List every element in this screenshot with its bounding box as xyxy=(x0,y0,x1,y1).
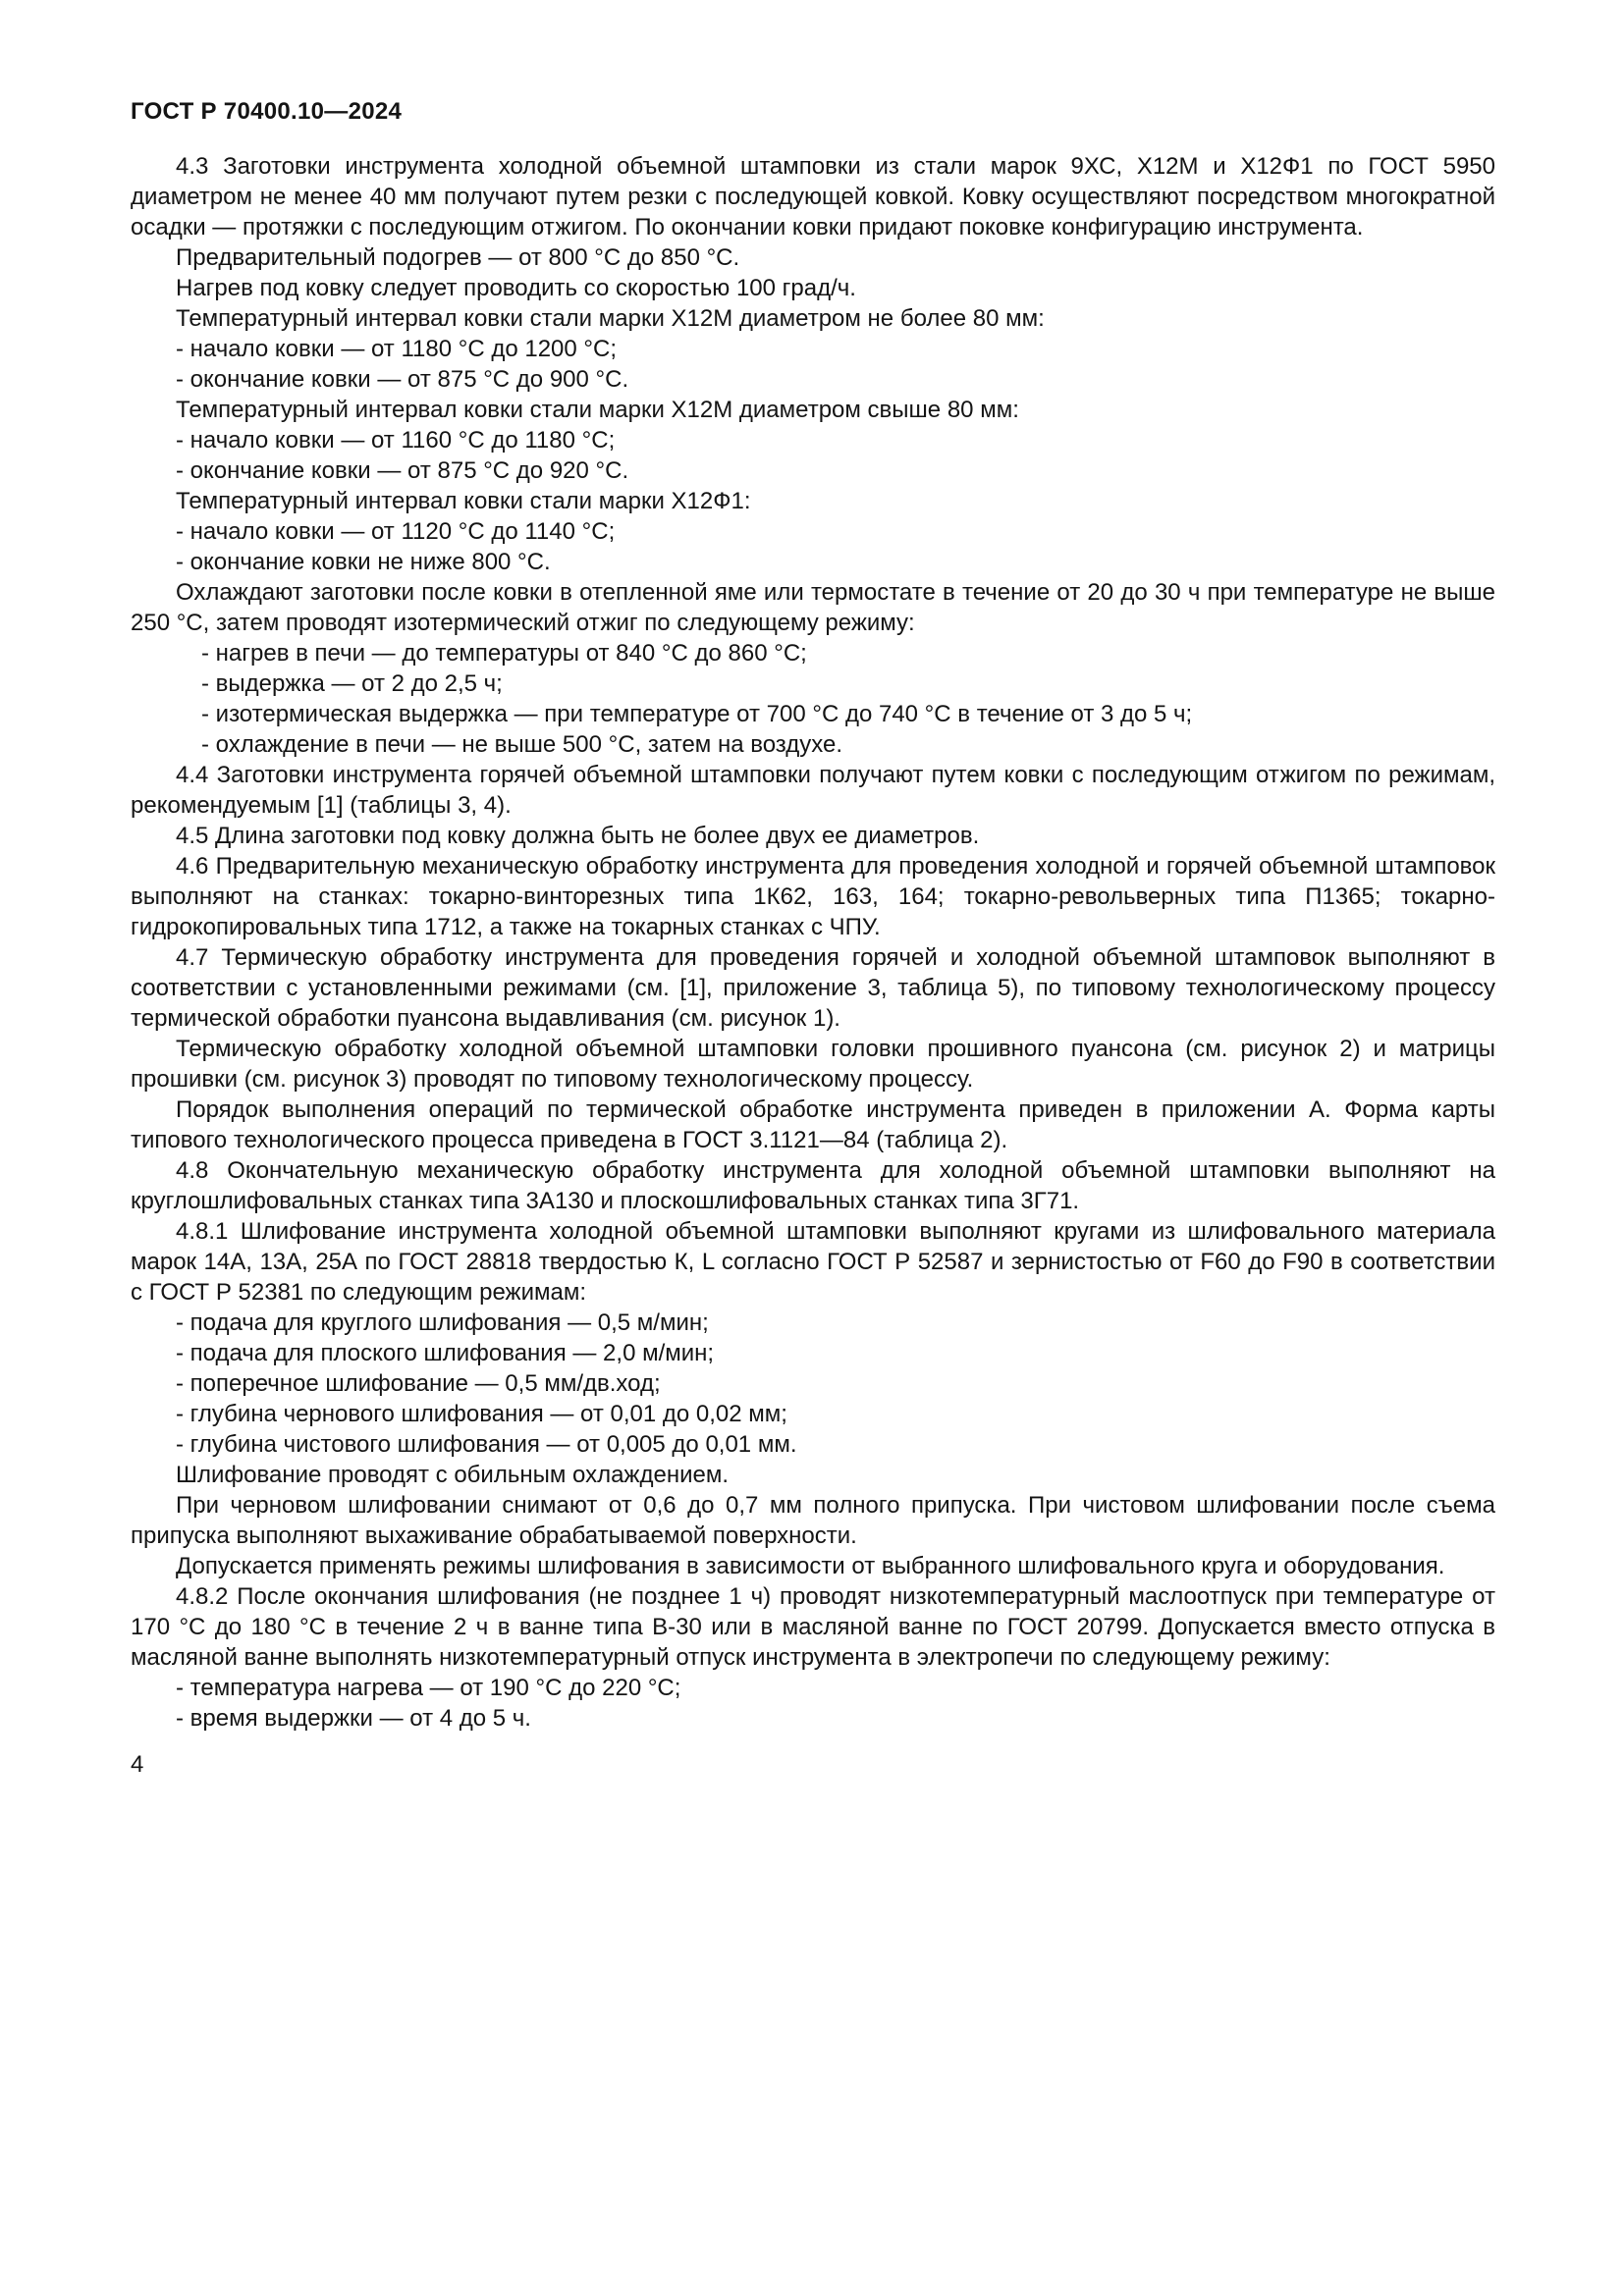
list-item-deep: - изотермическая выдержка — при температуре от 700 °С до 740 °С в течение от 3 до 5 ч; xyxy=(201,701,1193,727)
paragraph: 4.8.2 После окончания шлифования (не позднее 1 ч) проводят низкотемпературный маслоотпуск при температуре от 170 °С до 180 °С в течение 2 ч в ванне типа В-30 или в масляной ванне по ГОСТ 20799. Допускается вместо отпуска в масляной ванне выполнять низкотемпературный отпуск инструмента в электропечи по следующему режиму: xyxy=(131,1583,1495,1671)
list-item: - глубина чистового шлифования — от 0,005 до 0,01 мм. xyxy=(176,1431,797,1458)
list-item: - начало ковки — от 1160 °С до 1180 °С; xyxy=(176,427,616,454)
paragraph: 4.4 Заготовки инструмента горячей объемной штамповки получают путем ковки с последующим отжигом по режимам, рекомендуемым [1] (таблицы 3, 4). xyxy=(131,762,1495,819)
paragraph: 4.7 Термическую обработку инструмента для проведения горячей и холодной объемной штамповок выполняют в соответствии с установленными режимами (см. [1], приложение 3, таблица 5), по типовому технологическому процессу термической обработки пуансона выдавливания (см. рисунок 1). xyxy=(131,944,1495,1032)
list-item: - начало ковки — от 1180 °С до 1200 °С; xyxy=(176,336,618,362)
list-item: - подача для круглого шлифования — 0,5 м/мин; xyxy=(176,1309,709,1336)
list-item-deep: - выдержка — от 2 до 2,5 ч; xyxy=(201,670,503,697)
paragraph: 4.6 Предварительную механическую обработку инструмента для проведения холодной и горячей объемной штамповок выполняют на станках: токарно-винторезных типа 1К62, 163, 164; токарно-револьверных типа П1365; токарно-гидрокопировальных типа 1712, а также на токарных станках с ЧПУ. xyxy=(131,853,1495,940)
list-item: - время выдержки — от 4 до 5 ч. xyxy=(176,1705,531,1732)
paragraph: 4.3 Заготовки инструмента холодной объемной штамповки из стали марок 9ХС, Х12М и Х12Ф1 по ГОСТ 5950 диаметром не менее 40 мм получают путем резки с последующей ковкой. Ковку осуществляют посредством многократной осадки — протяжки с последующим отжигом. По окончании ковки придают поковке конфигурацию инструмента. xyxy=(131,153,1495,240)
list-item: - подача для плоского шлифования — 2,0 м/мин; xyxy=(176,1340,715,1366)
list-item: - температура нагрева — от 190 °С до 220 °С; xyxy=(176,1675,681,1701)
paragraph: Допускается применять режимы шлифования в зависимости от выбранного шлифовального круга и оборудования. xyxy=(176,1553,1445,1579)
paragraph: 4.5 Длина заготовки под ковку должна быть не более двух ее диаметров. xyxy=(176,823,980,849)
paragraph: Температурный интервал ковки стали марки Х12М диаметром свыше 80 мм: xyxy=(176,397,1019,423)
paragraph: При черновом шлифовании снимают от 0,6 до 0,7 мм полного припуска. При чистовом шлифовании после съема припуска выполняют выхаживание обрабатываемой поверхности. xyxy=(131,1492,1495,1549)
paragraph: Шлифование проводят с обильным охлаждением. xyxy=(176,1462,730,1488)
paragraph: Нагрев под ковку следует проводить со скоростью 100 град/ч. xyxy=(176,275,856,301)
list-item: - окончание ковки — от 875 °С до 900 °С. xyxy=(176,366,629,393)
list-item: - глубина чернового шлифования — от 0,01 до 0,02 мм; xyxy=(176,1401,787,1427)
paragraph: 4.8 Окончательную механическую обработку инструмента для холодной объемной штамповки выполняют на круглошлифовальных станках типа 3А130 и плоскошлифовальных станках типа 3Г71. xyxy=(131,1157,1495,1214)
list-item: - окончание ковки — от 875 °С до 920 °С. xyxy=(176,457,629,484)
paragraph: 4.8.1 Шлифование инструмента холодной объемной штамповки выполняют кругами из шлифовального материала марок 14А, 13А, 25А по ГОСТ 28818 твердостью К, L согласно ГОСТ Р 52587 и зернистостью от F60 до F90 в соответствии с ГОСТ Р 52381 по следующим режимам: xyxy=(131,1218,1495,1306)
list-item-deep: - охлаждение в печи — не выше 500 °С, затем на воздухе. xyxy=(201,731,843,758)
paragraph: Порядок выполнения операций по термической обработке инструмента приведен в приложении А. Форма карты типового технологического процесса приведена в ГОСТ 3.1121—84 (таблица 2). xyxy=(131,1096,1495,1153)
list-item: - поперечное шлифование — 0,5 мм/дв.ход; xyxy=(176,1370,661,1397)
list-item: - начало ковки — от 1120 °С до 1140 °С; xyxy=(176,518,616,545)
list-item: - окончание ковки не ниже 800 °С. xyxy=(176,549,551,575)
document-header: ГОСТ Р 70400.10—2024 xyxy=(131,98,403,125)
paragraph: Охлаждают заготовки после ковки в отепленной яме или термостате в течение от 20 до 30 ч при температуре не выше 250 °С, затем проводят изотермический отжиг по следующему режиму: xyxy=(131,579,1495,636)
paragraph: Термическую обработку холодной объемной штамповки головки прошивного пуансона (см. рисунок 2) и матрицы прошивки (см. рисунок 3) проводят по типовому технологическому процессу. xyxy=(131,1036,1495,1093)
list-item-deep: - нагрев в печи — до температуры от 840 °С до 860 °С; xyxy=(201,640,807,667)
document-body xyxy=(131,151,1495,1734)
page-number: 4 xyxy=(131,1751,144,1778)
paragraph: Температурный интервал ковки стали марки Х12М диаметром не более 80 мм: xyxy=(176,305,1045,332)
paragraph: Температурный интервал ковки стали марки Х12Ф1: xyxy=(176,488,751,514)
paragraph: Предварительный подогрев — от 800 °С до 850 °С. xyxy=(176,244,740,271)
